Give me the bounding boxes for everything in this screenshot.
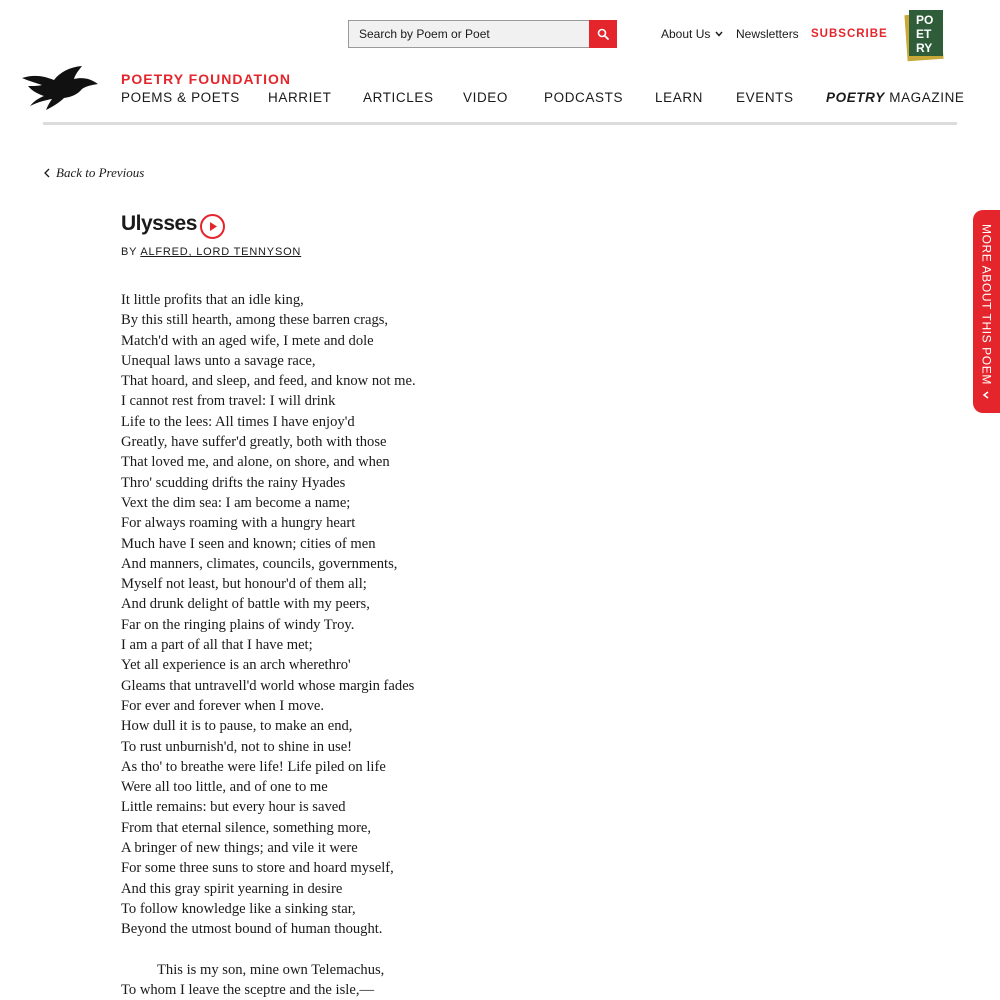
search-button[interactable] — [589, 20, 617, 48]
back-to-previous-link[interactable] — [44, 165, 144, 181]
poem-line: Vext the dim sea: I am become a name; — [121, 494, 351, 511]
poem-title: Ulysses — [121, 212, 197, 235]
poem-line: Life to the lees: All times I have enjoy'd — [121, 413, 355, 430]
nav-harriet[interactable]: HARRIET — [268, 90, 332, 105]
poem-line: That hoard, and sleep, and feed, and know not me. — [121, 373, 416, 390]
poem-line: I am a part of all that I have met; — [121, 637, 313, 654]
poem-line: By this still hearth, among these barren crags, — [121, 312, 389, 329]
more-about-this-poem-tab[interactable] — [973, 210, 1000, 413]
poem-line: Far on the ringing plains of windy Troy. — [121, 616, 355, 633]
poem-line: A bringer of new things; and vile it were — [121, 840, 358, 857]
magazine-logo-line-2: ET — [916, 27, 932, 41]
audio-play-button[interactable] — [200, 214, 225, 239]
poem-line: How dull it is to pause, to make an end, — [121, 718, 353, 735]
poem-line: And manners, climates, councils, governments, — [121, 555, 398, 572]
chevron-down-icon — [715, 31, 723, 37]
search-icon — [597, 28, 609, 40]
poem-line: This is my son, mine own Telemachus, — [157, 961, 385, 978]
author-link[interactable]: ALFRED, LORD TENNYSON — [140, 246, 302, 258]
newsletters-link[interactable]: Newsletters — [736, 27, 799, 41]
back-label: Back to Previous — [56, 165, 145, 180]
poem-line: Little remains: but every hour is saved — [121, 799, 346, 816]
about-us-link[interactable] — [661, 27, 723, 41]
side-tab-label: MORE ABOUT THIS POEM — [979, 224, 994, 385]
chevron-down-icon — [982, 391, 992, 399]
poem-line: Unequal laws unto a savage race, — [121, 352, 316, 369]
poem-line: I cannot rest from travel: I will drink — [121, 393, 336, 410]
poem-line: From that eternal silence, something more, — [121, 819, 372, 836]
poem-line: And this gray spirit yearning in desire — [121, 880, 343, 897]
poem-line: Greatly, have suffer'd greatly, both with those — [121, 434, 387, 451]
poem-line: Match'd with an aged wife, I mete and dole — [121, 332, 374, 349]
chevron-left-icon — [44, 168, 50, 178]
nav-poems-poets[interactable]: POEMS & POETS — [121, 90, 240, 105]
poem-line: Were all too little, and of one to me — [121, 779, 328, 796]
about-us-label: About Us — [661, 27, 711, 41]
magazine-logo-line-1: PO — [916, 13, 934, 27]
nav-magazine-rest: MAGAZINE — [884, 90, 965, 105]
poem-line: To rust unburnish'd, not to shine in use! — [121, 738, 353, 755]
byline — [121, 246, 301, 258]
by-label: BY — [121, 246, 138, 258]
poetry-magazine-logo[interactable] — [903, 8, 945, 62]
poem-line: For always roaming with a hungry heart — [121, 515, 356, 532]
poem-line: Thro' scudding drifts the rainy Hyades — [121, 474, 346, 491]
poem-line: Beyond the utmost bound of human thought. — [121, 921, 383, 938]
nav-magazine-em: POETRY — [826, 90, 885, 105]
poem-line: Much have I seen and known; cities of men — [121, 535, 376, 552]
nav-events[interactable]: EVENTS — [736, 90, 794, 105]
poem-line: Yet all experience is an arch wherethro' — [121, 657, 351, 674]
brand-name[interactable]: POETRY FOUNDATION — [121, 71, 291, 87]
poem-line: Gleams that untravell'd world whose margin fades — [121, 677, 415, 694]
poem-line: Myself not least, but honour'd of them all; — [121, 576, 367, 593]
poem-line: As tho' to breathe were life! Life piled on life — [121, 758, 386, 775]
poem-line: That loved me, and alone, on shore, and when — [121, 454, 390, 471]
stanza-2 — [121, 960, 721, 1000]
nav-podcasts[interactable]: PODCASTS — [544, 90, 624, 105]
stanza-1 — [121, 290, 721, 940]
poem-line: It little profits that an idle king, — [121, 292, 304, 308]
main-nav — [0, 90, 1000, 110]
poem-line: And drunk delight of battle with my peers, — [121, 596, 370, 613]
subscribe-link[interactable]: SUBSCRIBE — [811, 28, 888, 40]
search-input[interactable] — [348, 20, 590, 48]
nav-learn[interactable]: LEARN — [655, 90, 704, 105]
magazine-logo-line-3: RY — [916, 41, 933, 55]
poem-line: To whom I leave the sceptre and the isle,— — [121, 982, 375, 999]
nav-divider — [43, 122, 957, 125]
nav-poetry-magazine[interactable] — [826, 90, 965, 105]
poem-body — [121, 290, 721, 1000]
nav-articles[interactable]: ARTICLES — [363, 90, 434, 105]
poem-line: To follow knowledge like a sinking star, — [121, 900, 356, 917]
poem-line: For some three suns to store and hoard myself, — [121, 860, 394, 877]
nav-video[interactable]: VIDEO — [463, 90, 509, 105]
stanza-gap — [121, 940, 721, 960]
poem-line: For ever and forever when I move. — [121, 697, 325, 714]
play-icon — [208, 221, 218, 232]
